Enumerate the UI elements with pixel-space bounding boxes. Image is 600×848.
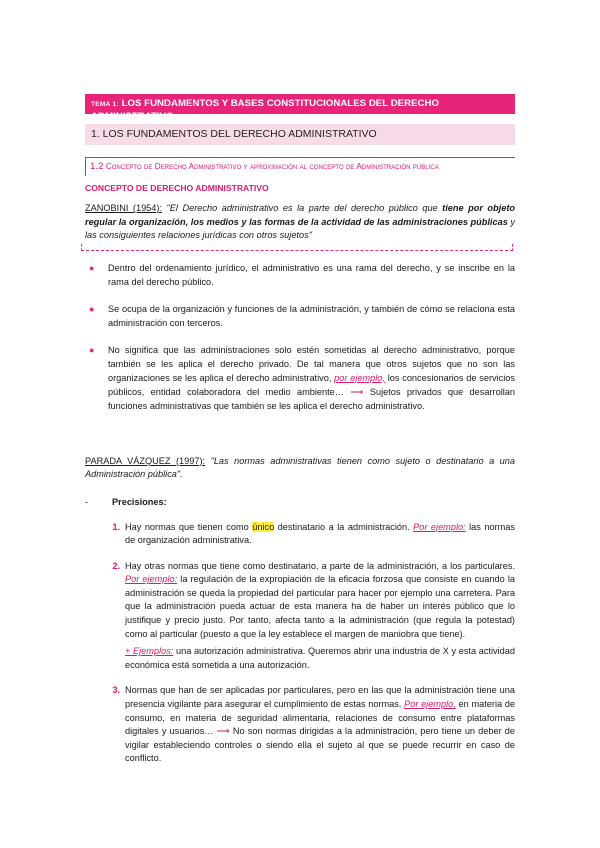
zanobini-author: ZANOBINI (1954): — [85, 203, 163, 213]
list-item — [85, 343, 515, 413]
parada-author: PARADA VÁZQUEZ (1997): — [85, 455, 206, 466]
numbered-list — [85, 521, 515, 767]
item-extra — [125, 645, 515, 672]
item-text: No son normas dirigidas a la administración, pero tiene un deber de vigilar estableciendo controles o siendo ella el sujeto al que se puede recurrir en caso de conflicto. — [125, 726, 516, 764]
examples-label: + Ejemplos: — [125, 646, 174, 657]
subsection-heading — [85, 157, 515, 176]
bullet-text: Sujetos privados que desarrollan funciones administrativas que también se les aplica el derecho administrativo. — [108, 386, 515, 411]
item-text: destinatario a la administración. — [274, 521, 414, 532]
bullet-text: Se ocupa de la organización y funciones de la administración, y también de cómo se relaciona esta administración con terceros. — [108, 303, 515, 328]
item-number: 2. — [112, 560, 120, 571]
list-item — [85, 521, 515, 548]
arrow-icon: ⟶ — [350, 386, 364, 397]
quote-bracket — [81, 244, 513, 251]
precisiones-heading — [85, 496, 515, 509]
item-text: Hay otras normas que tiene como destinatario, a parte de la administración, a los particulares. — [125, 560, 515, 571]
item-text: la regulación de la expropiación de la eficacia forzosa que consiste en cuando la administración se queda la propiedad del particular para hacer por ejemplo una carretera. Para que la administración pueda actuar de esta manera ha de haber un interés público que lo justifique y precio justo. Por tanto, afecta tanto a la administración (que regula la potestad) como al particular (puesto a que la ley establece el margen de maniobra que tiene). — [125, 574, 516, 639]
bullet-text: Dentro del ordenamiento jurídico, el administrativo es una rama del derecho, y se inscribe en la rama del derecho público. — [108, 262, 515, 287]
section-title: 1. LOS FUNDAMENTOS DEL DERECHO ADMINISTRATIVO — [91, 128, 377, 140]
list-item — [85, 302, 515, 330]
item-text: una autorización administrativa. Queremos abrir una industria de X y esta actividad económica está sometida a una autorización. — [125, 646, 515, 670]
bullet-text: los concesionarios de servicios públicos, entidad colaboradora del medio ambiente… — [108, 372, 515, 397]
zanobini-quote-e: " — [308, 230, 312, 240]
topic-title: LOS FUNDAMENTOS Y BASES CONSTITUCIONALES DEL DERECHO ADMINISTRATIVO — [91, 98, 440, 122]
parada-definition — [85, 455, 515, 482]
section-title-bar — [85, 124, 515, 145]
example-label: Por ejemplo, — [404, 699, 456, 710]
zanobini-quote-d: las consiguientes relaciones jurídicas con otros sujetos — [85, 230, 309, 240]
item-text: Normas que han de ser aplicadas por particulares, pero en las que la administración tiene una presencia vigilante para asegurar el cumplimiento de estas normas. — [125, 685, 515, 710]
document-page — [85, 94, 515, 778]
example-label: Por ejemplo: — [125, 574, 178, 585]
precisiones-label: Precisiones: — [112, 496, 167, 507]
subsection-title: Concepto de Derecho Administrativo y aproximación al concepto de Administración pública — [105, 162, 439, 171]
list-item — [85, 684, 515, 766]
example-label: por ejemplo, — [334, 372, 385, 383]
bullet-icon: ● — [89, 303, 95, 314]
list-item — [85, 261, 515, 289]
item-number: 3. — [112, 685, 120, 696]
bullet-text: No significa que las administraciones solo estén sometidas al derecho administrativo, porque también se les aplica el derecho privado. De tal manera que otros sujetos que no son las organizaciones se les aplica el derecho administrativo, — [108, 344, 515, 383]
zanobini-quote-a: "El Derecho administrativo es la parte del derecho público que — [166, 203, 443, 213]
item-text: en materia de consumo, en materia de seguridad alimentaria, relaciones de consumo entre plataformas digitales y usuarios… — [125, 699, 516, 737]
dash-icon: - — [85, 496, 89, 507]
parada-quote: "Las normas administrativas tienen como sujeto o destinatario a una Administración pública". — [85, 455, 515, 479]
zanobini-quote-c: y — [507, 216, 515, 227]
topic-prefix: TEMA 1: — [91, 101, 119, 108]
highlighted-word: único — [252, 521, 275, 532]
item-number: 1. — [112, 521, 120, 532]
bullet-icon: ● — [89, 262, 95, 273]
zanobini-definition — [85, 202, 515, 243]
concept-heading: CONCEPTO DE DERECHO ADMINISTRATIVO — [85, 183, 269, 193]
arrow-icon: ⟶ — [216, 726, 230, 737]
bullet-list — [85, 261, 515, 413]
subsection-number: 1.2 — [90, 161, 104, 172]
list-item — [85, 560, 515, 673]
zanobini-quote-b: tiene por objeto regular la organización, los medios y las formas de la actividad de las administraciones públicas — [85, 203, 515, 227]
item-text: Hay normas que tienen como — [125, 521, 253, 532]
example-label: Por ejemplo: — [413, 521, 466, 532]
bullet-icon: ● — [89, 344, 95, 355]
topic-title-bar — [85, 94, 515, 122]
item-text: las normas de organización administrativa. — [125, 521, 515, 546]
